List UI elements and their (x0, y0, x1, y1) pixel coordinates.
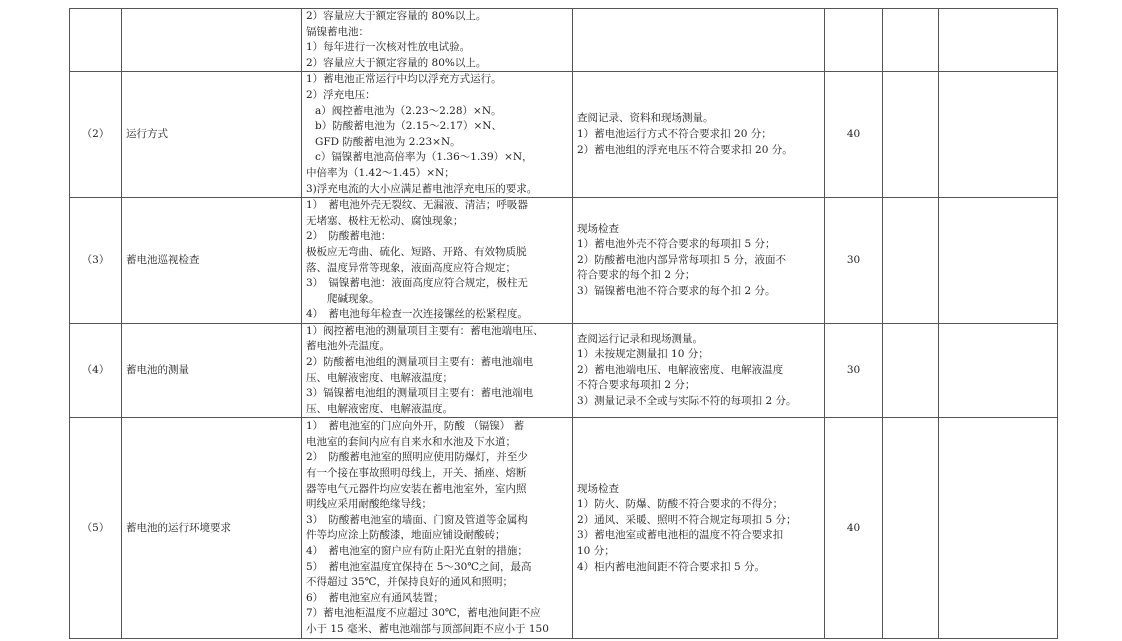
evaluation-method-cell (573, 9, 825, 72)
evaluation-method-cell (573, 72, 825, 198)
requirement-line: 5） 蓄电池室温度宜保持在 5～30℃之间，最高 (306, 560, 532, 573)
requirement-line: 1）每年进行一次核对性放电试验。 (306, 41, 471, 54)
method-line: 2）通风、采暖、照明不符合规定每项扣 5 分； (577, 513, 797, 526)
requirement-line: 3） 防酸蓄电池室的墙面、门窗及管道等金属构 (306, 513, 528, 526)
remarks-cell (939, 198, 1058, 324)
requirement-line: 电池室的套间内应有自来水和水池及下水道； (306, 435, 516, 448)
method-line: 2）防酸蓄电池内部异常每项扣 5 分，液面不 (577, 253, 787, 266)
table-row (70, 198, 1058, 324)
requirement-line: 1） 蓄电池外壳无裂纹、无漏液、清洁；呼吸器 (306, 199, 528, 212)
requirement-line: 落、温度异常等现象，液面高度应符合规定； (306, 261, 516, 274)
evaluation-method-cell (573, 323, 825, 418)
method-line: 现场检查 (577, 222, 619, 235)
requirement-line: a）阀控蓄电池为（2.23～2.28）×N。 (315, 104, 502, 117)
requirements-cell (302, 9, 573, 72)
requirement-line: 镉镍蓄电池： (306, 25, 369, 38)
requirement-line: 极板应无弯曲、硫化、短路、开路、有效物质脱 (306, 245, 527, 258)
method-line: 3）测量记录不全或与实际不符的每项扣 2 分。 (577, 395, 797, 408)
item-name-cell: 运行方式 (122, 72, 302, 198)
requirement-line: 小于 15 毫米、蓄电池端部与顶部间距不应小于 150 (306, 623, 549, 635)
requirements-cell (302, 418, 573, 639)
score-cell: 40 (825, 418, 883, 639)
item-name-cell: 蓄电池的运行环境要求 (122, 418, 302, 639)
method-line: 1）未按规定测量扣 10 分； (577, 348, 709, 361)
requirement-line: c）镉镍蓄电池高倍率为（1.36～1.39）×N， (315, 151, 533, 164)
requirement-line: 2）容量应大于额定容量的 80%以上。 (306, 10, 487, 22)
remarks-cell (939, 72, 1058, 198)
table-row (70, 323, 1058, 418)
item-number-cell: （5） (70, 418, 122, 639)
requirements-cell (302, 72, 573, 198)
remarks-cell (939, 9, 1058, 72)
requirement-line: 2） 防酸蓄电池室的照明应使用防爆灯，并至少 (306, 451, 528, 464)
requirement-line: 3）镉镍蓄电池组的测量项目主要有：蓄电池端电 (306, 387, 534, 400)
score-cell: 30 (825, 323, 883, 418)
requirement-line: 中倍率为（1.42～1.45）×N； (306, 166, 455, 179)
requirement-line: 1）阀控蓄电池的测量项目主要有：蓄电池端电压、 (306, 324, 544, 337)
score-cell (825, 9, 883, 72)
method-line: 1）防火、防爆、防酸不符合要求的不得分； (577, 498, 784, 511)
requirement-line: 2）浮充电压： (306, 88, 376, 101)
requirement-line: 蓄电池外壳温度。 (306, 340, 390, 353)
requirement-line: 6） 蓄电池室应有通风装置； (306, 591, 444, 604)
method-line: 2）蓄电池端电压、电解液密度、电解液温度 (577, 363, 784, 376)
requirement-line: 4） 蓄电池每年检查一次连接镙丝的松紧程度。 (306, 308, 528, 321)
requirement-line: 明线应采用耐酸绝缘导线； (306, 498, 432, 511)
evaluation-method-cell (573, 418, 825, 639)
requirement-line: 7）蓄电池柜温度不应超过 30℃，蓄电池间距不应 (306, 607, 541, 620)
item-name-cell (122, 9, 302, 72)
requirement-line: GFD 防酸蓄电池为 2.23×N。 (315, 135, 461, 148)
remarks-cell (939, 418, 1058, 639)
method-line: 3）镉镍蓄电池不符合要求的每个扣 2 分。 (577, 284, 776, 297)
requirement-line: 1） 蓄电池室的门应向外开，防酸 （镉镍） 蓄 (306, 420, 525, 433)
requirement-line: 器等电气元器件均应安装在蓄电池室外，室内照 (306, 482, 527, 495)
requirement-line: 2） 防酸蓄电池： (306, 230, 392, 243)
deduction-cell (883, 198, 939, 324)
requirement-line: 件等均应涂上防酸漆，地面应铺设耐酸砖； (306, 529, 506, 542)
requirements-cell (302, 198, 573, 324)
item-name-cell: 蓄电池巡视检查 (122, 198, 302, 324)
remarks-cell (939, 323, 1058, 418)
deduction-cell (883, 72, 939, 198)
deduction-cell (883, 418, 939, 639)
table-row (70, 418, 1058, 639)
method-line: 4）柜内蓄电池间距不符合要求扣 5 分。 (577, 560, 766, 573)
method-line: 2）蓄电池组的浮充电压不符合要求扣 20 分。 (577, 143, 793, 156)
method-line: 1）蓄电池运行方式不符合要求扣 20 分； (577, 127, 772, 140)
requirement-line: 压、电解液密度、电解液温度。 (306, 402, 453, 415)
requirement-line: 2）容量应大于额定容量的 80%以上。 (306, 56, 487, 69)
method-line: 不符合要求每项扣 2 分； (577, 379, 696, 392)
requirement-line: b）防酸蓄电池为（2.15～2.17）×N、 (315, 120, 502, 133)
item-number-cell: （2） (70, 72, 122, 198)
method-line: 10 分； (577, 545, 615, 558)
deduction-cell (883, 323, 939, 418)
item-number-cell: （3） (70, 198, 122, 324)
requirement-line: 无堵塞、极柱无松动、腐蚀现象； (306, 214, 464, 227)
evaluation-method-cell (573, 198, 825, 324)
requirement-line: 2）防酸蓄电池组的测量项目主要有：蓄电池端电 (306, 356, 534, 369)
requirement-line: 4） 蓄电池室的窗户应有防止阳光直射的措施； (306, 545, 528, 558)
item-number-cell (70, 9, 122, 72)
requirements-cell (302, 323, 573, 418)
requirement-line: 爬碱现象。 (306, 292, 380, 305)
requirement-line: 3)浮充电流的大小应满足蓄电池浮充电压的要求。 (306, 182, 538, 195)
table-row (70, 9, 1058, 72)
score-cell: 30 (825, 198, 883, 324)
requirement-line: 有一个接在事故照明母线上，开关、插座、熔断 (306, 467, 527, 480)
method-line: 1）蓄电池外壳不符合要求的每项扣 5 分； (577, 238, 776, 251)
method-line: 查阅记录、资料和现场测量。 (577, 112, 714, 125)
requirement-line: 压、电解液密度、电解液温度； (306, 371, 453, 384)
method-line: 现场检查 (577, 482, 619, 495)
item-number-cell: （4） (70, 323, 122, 418)
method-line: 查阅运行记录和现场测量。 (577, 332, 703, 345)
requirement-line: 1）蓄电池正常运行中均以浮充方式运行。 (306, 73, 502, 86)
item-name-cell: 蓄电池的测量 (122, 323, 302, 418)
table-row (70, 72, 1058, 198)
method-line: 符合要求的每个扣 2 分； (577, 269, 696, 282)
method-line: 3）蓄电池室或蓄电池柜的温度不符合要求扣 (577, 529, 784, 542)
requirement-line: 3） 镉镍蓄电池：液面高度应符合规定，极柱无 (306, 277, 528, 290)
requirement-line: 不得超过 35℃，并保持良好的通风和照明； (306, 576, 513, 589)
deduction-cell (883, 9, 939, 72)
inspection-standard-table (69, 8, 1058, 639)
score-cell: 40 (825, 72, 883, 198)
